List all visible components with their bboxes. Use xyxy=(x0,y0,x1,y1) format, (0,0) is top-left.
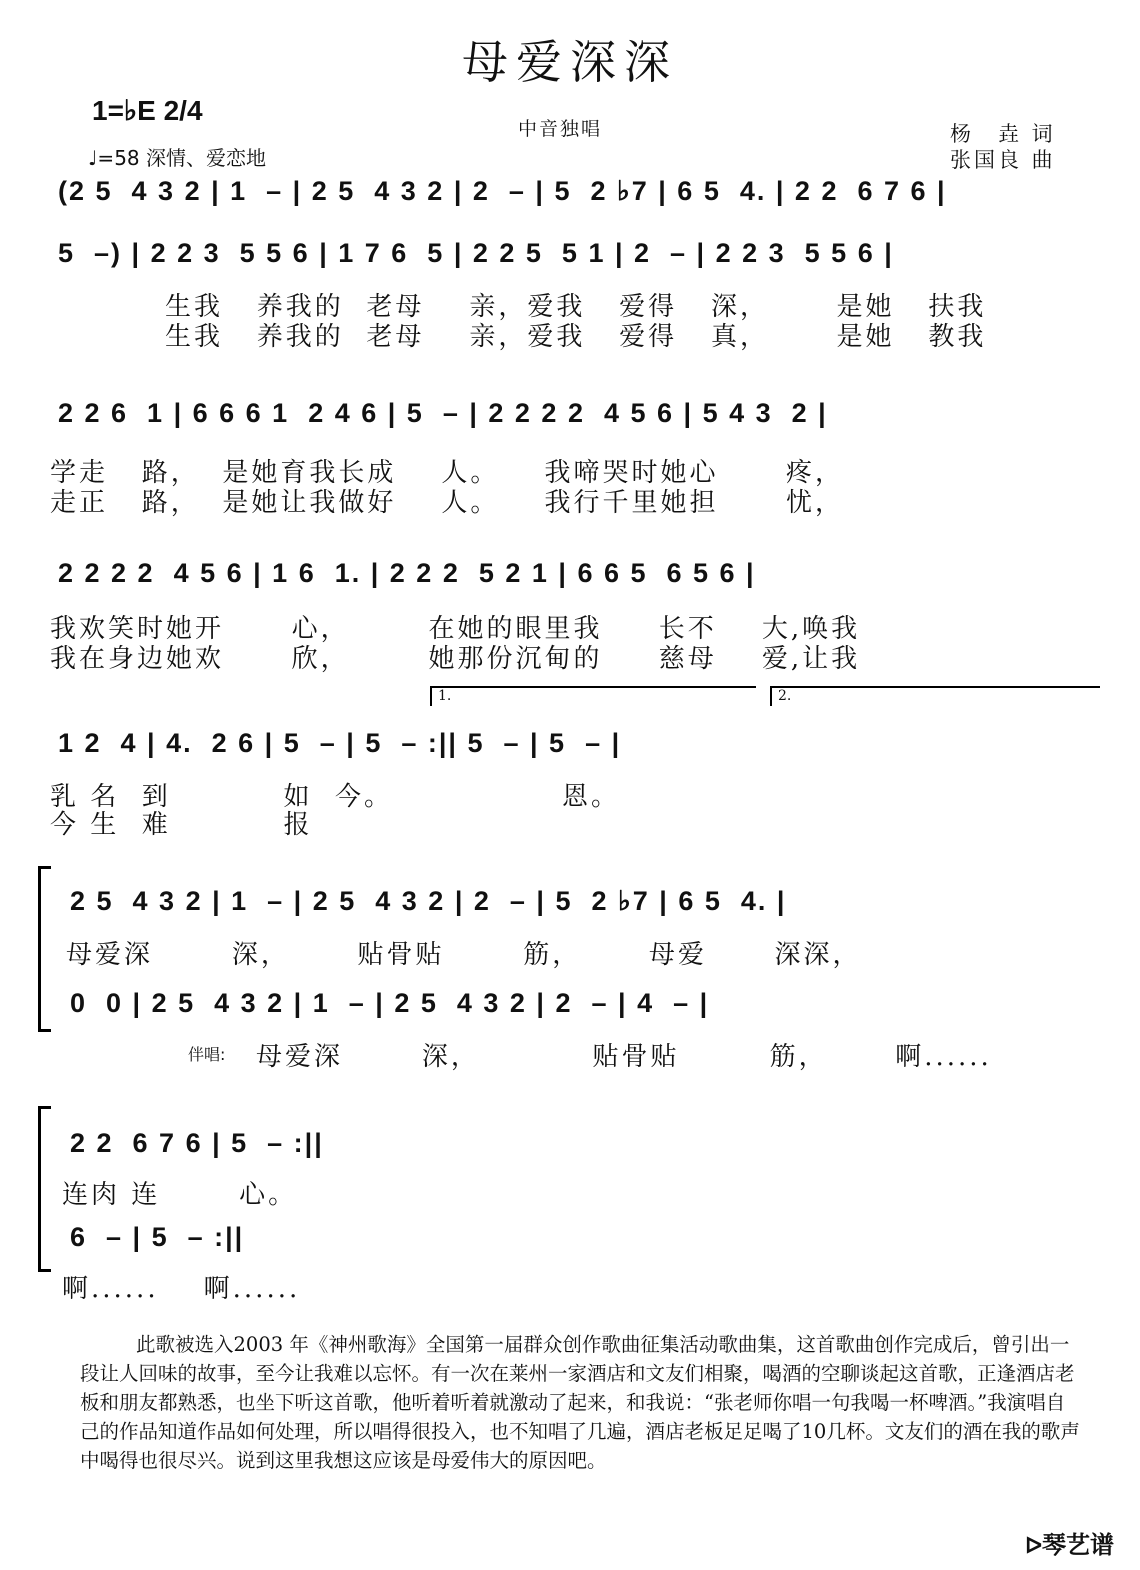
backing-vocal-label: 伴唱: xyxy=(188,1045,226,1064)
notation-line: 1 2 4 | 4. 2 6 | 5 – | 5 – :|| 5 – | 5 – | xyxy=(58,728,622,758)
notation-line: 2 2 6 1 | 6 6 6 1 2 4 6 | 5 – | 2 2 2 2 4 5 6 | 5 4 3 2 | xyxy=(58,398,828,428)
staff-row xyxy=(60,1124,1120,1174)
notation-line: (2 5 4 3 2 | 1 – | 2 5 4 3 2 | 2 – | 5 2 ♭7 | 6 5 4. | 2 2 6 7 6 | xyxy=(58,176,947,206)
volta-second-ending: 2. xyxy=(770,686,1100,706)
lyric-line: 母爱深 深， 贴骨贴 筋， 母爱 深深， xyxy=(66,940,862,970)
staff-row xyxy=(60,882,1120,932)
key-signature: 1=♭E 2/4 xyxy=(92,95,203,126)
notation-line: 2 5 4 3 2 | 1 – | 2 5 4 3 2 | 2 – | 5 2 ♭7 | 6 5 4. | xyxy=(70,886,787,916)
lyric-line: 啊...... 啊...... xyxy=(62,1274,301,1304)
volta-first-ending: 1. xyxy=(430,686,756,706)
lyric-line: 走正 路， 是她让我做好 人。 我行千里她担 忧， xyxy=(50,488,845,518)
story-paragraph: 此歌被选入2003 年《神州歌海》全国第一届群众创作歌曲征集活动歌曲集，这首歌曲创作完成后，曾引出一段让人回味的故事，至今让我难以忘怀。有一次在莱州一家酒店和文友们相聚，喝酒的空聊谈起这首歌，正逢酒店老板和朋友都熟悉，也坐下听这首歌，他听着听着就激动了起来，和我说：“张老师你唱一句我喝一杯啤酒。”我演唱自己的作品知道作品如何处理，所以唱得很投入，也不知唱了几遍，酒店老板足足喝了10几杯。文友们的酒在我的歌声中喝得也很尽兴。说到这里我想这应该是母爱伟大的原因吧。 xyxy=(80,1333,1080,1472)
lyric-line: 我在身边她欢 欣， 她那份沉甸的 慈母 爱,让我 xyxy=(50,644,861,674)
staff-row xyxy=(48,724,1108,774)
lyric-line: 生我 养我的 老母 亲，爱我 爱得 真， 是她 教我 xyxy=(165,322,987,352)
lyric-line: 连肉 连 心。 xyxy=(62,1180,298,1210)
staff-row xyxy=(48,554,1108,604)
staff-row xyxy=(48,394,1108,444)
lyric-line: 今 生 难 报 xyxy=(50,810,313,840)
lyric-line: 生我 养我的 老母 亲，爱我 爱得 深， 是她 扶我 xyxy=(165,292,987,322)
notation-line: 2 2 6 7 6 | 5 – :|| xyxy=(70,1128,324,1158)
composer-credit: 张国良 曲 xyxy=(950,148,1056,172)
song-title: 母爱深深 xyxy=(462,35,678,89)
lyric-line: 乳 名 到 如 今。 恩。 xyxy=(50,782,620,812)
notation-line: 6 – | 5 – :|| xyxy=(70,1222,245,1252)
system-bracket xyxy=(38,866,51,1032)
lyric-line: 母爱深 深， 贴骨贴 筋， 啊...... xyxy=(256,1042,992,1072)
watermark-logo xyxy=(1025,1525,1114,1560)
staff-row xyxy=(48,172,1108,222)
watermark-text: 琴艺谱 xyxy=(1042,1532,1114,1559)
staff-row xyxy=(60,1218,1120,1268)
lyric-line: 我欢笑时她开 心， 在她的眼里我 长不 大,唤我 xyxy=(50,614,861,644)
lyric-line: 学走 路， 是她育我长成 人。 我啼哭时她心 疼， xyxy=(50,458,845,488)
notation-line: 2 2 2 2 4 5 6 | 1 6 1. | 2 2 2 5 2 1 | 6 6 5 6 5 6 | xyxy=(58,558,756,588)
system-bracket xyxy=(38,1106,51,1272)
staff-row xyxy=(60,984,1120,1034)
tempo-marking: ♩=58 深情、爱恋地 xyxy=(88,146,266,170)
notation-line: 0 0 | 2 5 4 3 2 | 1 – | 2 5 4 3 2 | 2 – | 4 – | xyxy=(70,988,710,1018)
staff-row xyxy=(48,234,1108,284)
logo-icon: ᐅ xyxy=(1025,1533,1042,1558)
performance-note: 中音独唱 xyxy=(518,118,603,140)
lyricist-credit: 杨 垚 词 xyxy=(950,122,1056,146)
notation-line: 5 –) | 2 2 3 5 5 6 | 1 7 6 5 | 2 2 5 5 1 | 2 – | 2 2 3 5 5 6 | xyxy=(58,238,894,268)
